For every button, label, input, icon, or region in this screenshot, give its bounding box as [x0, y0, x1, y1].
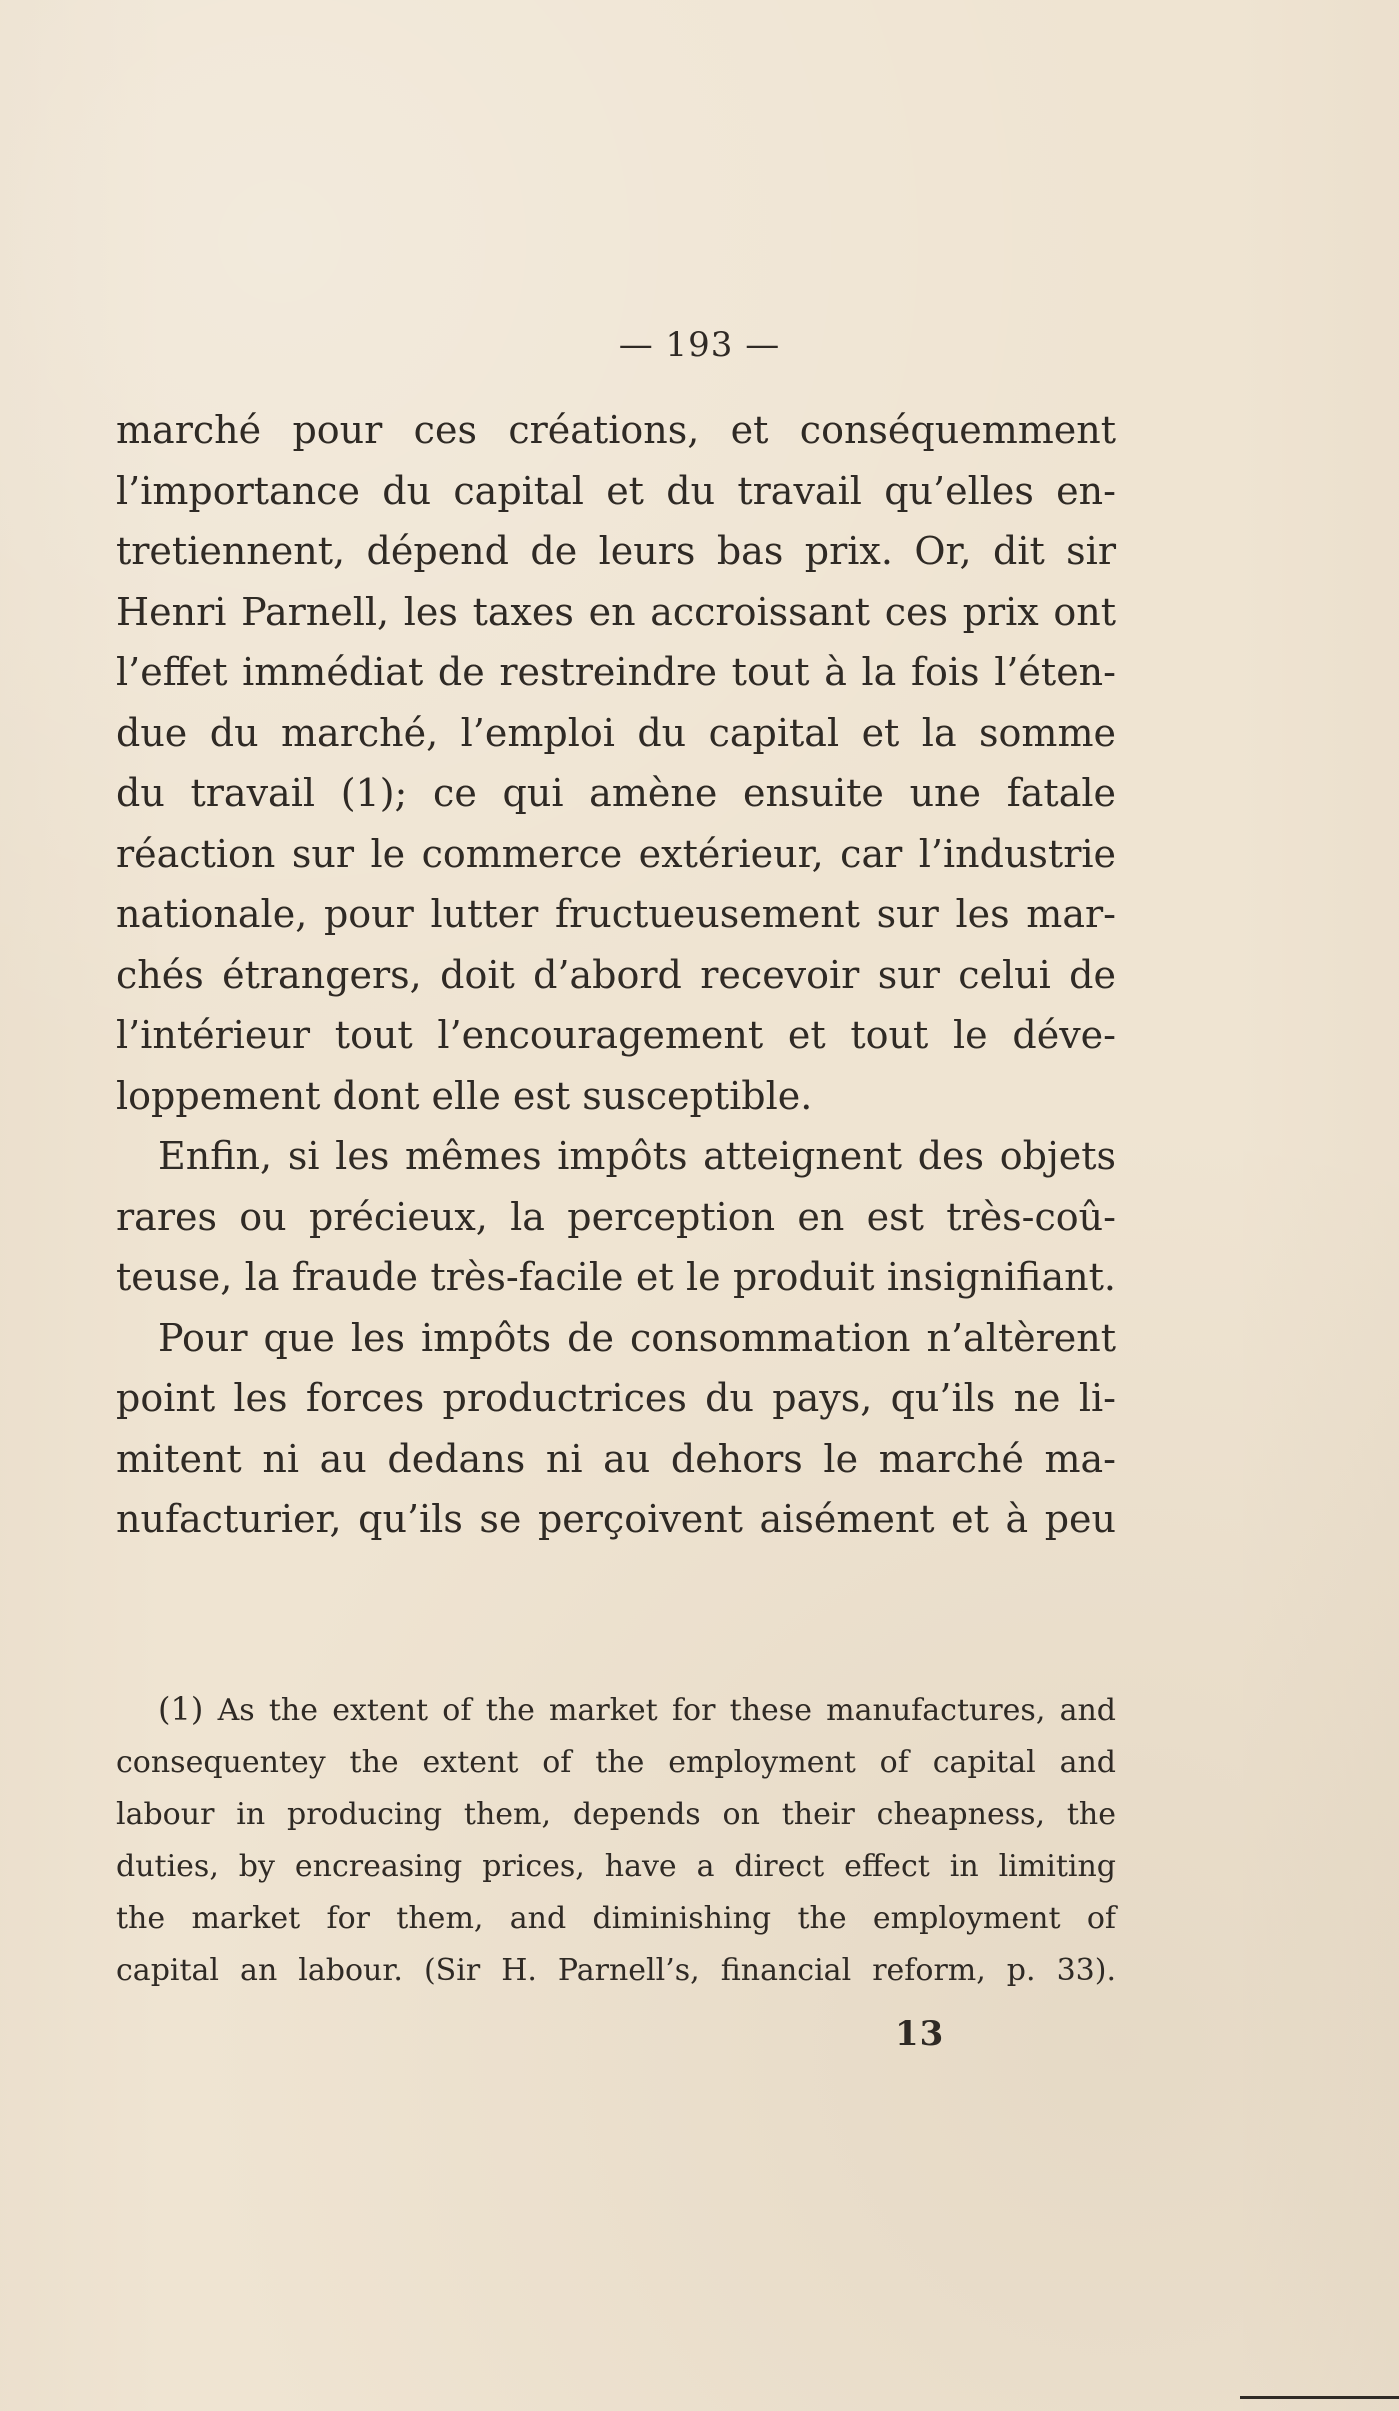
text-line: l’effet immédiat de restreindre tout à la fois l’éten- — [116, 650, 1116, 694]
text-line: loppement dont elle est susceptible. — [116, 1073, 813, 1118]
footnote-text: As the extent of the market for these manufactures, and — [217, 1693, 1116, 1728]
text-line: tretiennent, dépend de leurs bas prix. Or, dit sir — [116, 529, 1116, 573]
text-line: Henri Parnell, les taxes en accroissant ces prix ont — [116, 589, 1116, 634]
footnote-line: consequentey the extent of the employment of capital and — [116, 1745, 1116, 1780]
text-line: l’importance du capital et du travail qu’elles en- — [116, 468, 1116, 513]
signature-mark: 13 — [895, 2014, 945, 2054]
text-line: l’intérieur tout l’encouragement et tout le déve- — [116, 1013, 1116, 1057]
text-line: point les forces productrices du pays, qu’ils ne li- — [116, 1376, 1116, 1420]
text-line: nationale, pour lutter fructueusement sur les mar- — [116, 892, 1116, 936]
text-line: nufacturier, qu’ils se perçoivent aisément et à peu — [116, 1497, 1116, 1541]
footnote-marker: (1) — [158, 1690, 204, 1728]
text-line: teuse, la fraude très-facile et le produit insignifiant. — [116, 1255, 1116, 1299]
footnote-line — [116, 1683, 1116, 1737]
edge-line — [1240, 2396, 1399, 2399]
text-line: due du marché, l’emploi du capital et la somme — [116, 710, 1116, 755]
footnote-line: capital an labour. (Sir H. Parnell’s, financial reform, p. 33). — [116, 1953, 1116, 1988]
footnote-line: labour in producing them, depends on their cheapness, the — [116, 1797, 1116, 1832]
page-number: — 193 — — [618, 325, 781, 365]
main-text — [116, 400, 1116, 1550]
text-line: réaction sur le commerce extérieur, car l’industrie — [116, 831, 1116, 876]
text-line: mitent ni au dedans ni au dehors le marché ma- — [116, 1436, 1116, 1481]
text-line: Pour que les impôts de consommation n’altèrent — [158, 1315, 1116, 1360]
text-line: du travail (1); ce qui amène ensuite une fatale — [116, 771, 1116, 815]
footnote-line: the market for them, and diminishing the employment of — [116, 1901, 1116, 1936]
text-line: Enfin, si les mêmes impôts atteignent des objets — [158, 1134, 1116, 1178]
footnote-line: duties, by encreasing prices, have a direct effect in limiting — [116, 1849, 1116, 1884]
text-line: rares ou précieux, la perception en est très-coû- — [116, 1194, 1116, 1239]
text-line: marché pour ces créations, et conséquemment — [116, 408, 1116, 452]
text-line: chés étrangers, doit d’abord recevoir sur celui de — [116, 952, 1116, 997]
footnote — [116, 1683, 1116, 1997]
